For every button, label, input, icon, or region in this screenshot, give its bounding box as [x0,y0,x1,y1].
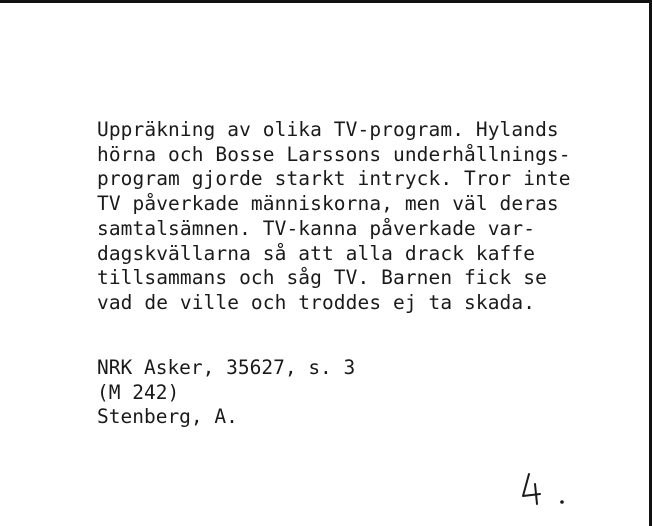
citation-author: Stenberg, A. [97,405,238,429]
body-line: hörna och Bosse Larssons underhållnings- [97,142,571,166]
body-line: Uppräkning av olika TV-program. Hylands [97,118,559,141]
body-line: TV påverkade människorna, men väl deras [97,192,559,216]
citation-code: (M 242) [97,380,180,404]
body-line: dagskvällarna så att alla drack kaffe [97,241,536,265]
body-line: tillsammans och såg TV. Barnen fick se [97,266,547,290]
card-top-edge [0,0,652,3]
handwritten-page-number [520,470,570,510]
body-line: program gjorde starkt intryck. Tror inte [97,167,571,191]
body-line: vad de ville och troddes ej ta skada. [97,290,536,314]
citation-block [97,356,355,430]
body-line: samtalsämnen. TV-kanna påverkade var- [97,216,536,240]
card-body-text [97,118,571,316]
citation-source: NRK Asker, 35627, s. 3 [97,356,356,379]
